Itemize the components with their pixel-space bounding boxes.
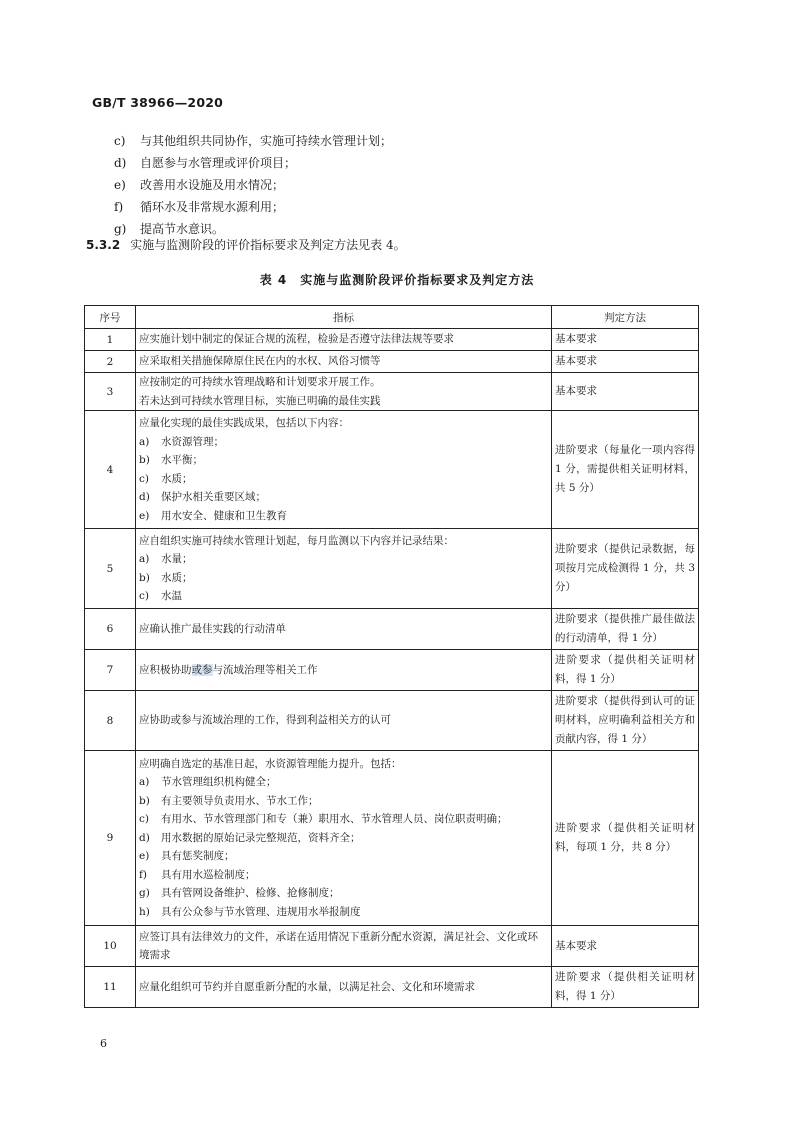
list-item-marker: g) (114, 222, 127, 236)
indicator-line: 应协助或参与流域治理的工作，得到利益相关方的认可 (139, 714, 391, 727)
subitem-text: 具有管网设备维护、检修、抢修制度； (161, 887, 340, 900)
list-item-marker: c) (114, 134, 126, 148)
row-method: 基本要求 (552, 329, 699, 351)
subitem-marker: f) (139, 868, 147, 881)
subitem-marker: b) (139, 571, 150, 584)
row-method: 进阶要求（提供相关证明材料，每项 1 分，共 8 分） (552, 751, 699, 926)
subitem-marker: d) (139, 831, 150, 844)
row-number: 2 (85, 351, 136, 373)
clause-text: 实施与监测阶段的评价指标要求及判定方法见表 4。 (130, 238, 406, 252)
subitem-text: 节水管理组织机构健全； (161, 776, 277, 789)
subitem-text: 具有用水巡检制度； (161, 868, 256, 881)
indicator-line: 应实施计划中制定的保证合规的流程，检验是否遵守法律法规等要求 (139, 333, 454, 346)
row-method: 基本要求 (552, 373, 699, 411)
list-item-text: 提高节水意识。 (140, 222, 225, 236)
indicator-subitem (139, 433, 548, 452)
list-item (114, 152, 714, 174)
indicator-line: 应签订具有法律效力的文件，承诺在适用情况下重新分配水资源，满足社会、文化或环境需求 (139, 930, 538, 961)
list-item-marker: f) (114, 200, 124, 214)
subitem-text: 水平衡； (161, 454, 203, 466)
list-item-marker: d) (114, 156, 127, 170)
list-item-marker: e) (114, 178, 126, 192)
indicator-subitem (139, 792, 548, 811)
row-indicator (136, 411, 552, 529)
subitem-text: 水量； (161, 553, 193, 565)
indicator-subitem (139, 866, 548, 885)
row-indicator (136, 329, 552, 351)
indicator-subitem (139, 810, 548, 829)
subitem-marker: b) (139, 454, 150, 466)
table-row (85, 373, 699, 411)
indicator-subitem (139, 829, 548, 848)
table-row (85, 751, 699, 926)
table-title: 表 4 实施与监测阶段评价指标要求及判定方法 (259, 273, 535, 287)
subitem-text: 水资源管理； (161, 435, 224, 448)
row-number: 11 (85, 967, 136, 1008)
header-indicator: 指标 (136, 306, 552, 329)
table-row (85, 529, 699, 609)
table-row (85, 926, 699, 967)
row-method: 进阶要求（提供相关证明材料，得 1 分） (552, 967, 699, 1008)
table-row (85, 967, 699, 1008)
subitem-text: 具有惩奖制度； (161, 850, 235, 863)
indicator-line (139, 661, 548, 680)
subitem-text: 具有公众参与节水管理、违规用水举报制度 (161, 905, 361, 918)
subitem-marker: a) (139, 776, 150, 789)
indicator-subitem (139, 569, 548, 588)
indicator-line: 应自组织实施可持续水管理计划起，每月监测以下内容并记录结果： (139, 534, 454, 547)
row-indicator (136, 529, 552, 609)
subitem-text: 水质； (161, 472, 193, 485)
list-item-text: 循环水及非常规水源利用； (140, 200, 285, 214)
table-header-row (85, 306, 699, 329)
row-method: 基本要求 (552, 926, 699, 967)
indicator-subitem (139, 550, 548, 569)
indicator-subitem (139, 773, 548, 792)
row-number: 4 (85, 411, 136, 529)
subitem-marker: h) (139, 905, 150, 918)
table-row (85, 691, 699, 751)
clause-number: 5.3.2 (86, 238, 121, 252)
subitem-marker: e) (139, 509, 150, 522)
row-number: 6 (85, 609, 136, 650)
row-number: 1 (85, 329, 136, 351)
list-item-text: 与其他组织共同协作，实施可持续水管理计划； (140, 134, 393, 148)
measure-list (114, 130, 714, 240)
subitem-marker: c) (139, 590, 149, 602)
indicator-text: 与流域治理等相关工作 (212, 663, 318, 676)
subitem-marker: c) (139, 813, 149, 826)
row-number: 10 (85, 926, 136, 967)
indicator-line: 应明确自选定的基准日起，水资源管理能力提升。包括： (139, 757, 402, 770)
row-number: 3 (85, 373, 136, 411)
list-item-text: 改善用水设施及用水情况； (140, 178, 285, 192)
subitem-marker: d) (139, 491, 150, 503)
row-indicator (136, 351, 552, 373)
row-number: 5 (85, 529, 136, 609)
page-number: 6 (100, 1037, 107, 1050)
subitem-marker: a) (139, 435, 150, 448)
indicator-line: 应量化实现的最佳实践成果，包括以下内容： (139, 417, 349, 429)
row-method: 进阶要求（提供记录数据，每项按月完成检测得 1 分，共 3 分） (552, 529, 699, 609)
table-row (85, 351, 699, 373)
subitem-text: 用水数据的原始记录完整规范，资料齐全； (161, 831, 361, 844)
indicator-subitem (139, 451, 548, 470)
row-method: 进阶要求（每量化一项内容得 1 分，需提供相关证明材料，共 5 分） (552, 411, 699, 529)
indicator-subitem (139, 507, 548, 526)
subitem-marker: e) (139, 850, 150, 863)
subitem-text: 水质； (161, 571, 193, 584)
row-indicator (136, 609, 552, 650)
indicator-subitem (139, 470, 548, 489)
indicator-subitem (139, 903, 548, 922)
subitem-text: 有主要领导负责用水、节水工作； (161, 794, 319, 807)
list-item (114, 130, 714, 152)
indicator-line: 应确认推广最佳实践的行动清单 (139, 622, 286, 635)
indicator-line: 应量化组织可节约并自愿重新分配的水量，以满足社会、文化和环境需求 (139, 980, 475, 993)
table-row (85, 609, 699, 650)
header-method: 判定方法 (552, 306, 699, 329)
row-number: 9 (85, 751, 136, 926)
clause-5-3-2 (86, 236, 406, 253)
list-item (114, 196, 714, 218)
row-method: 进阶要求（提供相关证明材料，得 1 分） (552, 650, 699, 691)
highlighted-text: 或参 (191, 663, 213, 676)
row-method: 进阶要求（提供得到认可的证明材料，应明确利益相关方和贡献内容，得 1 分） (552, 691, 699, 751)
row-number: 8 (85, 691, 136, 751)
row-indicator (136, 691, 552, 751)
table-row (85, 411, 699, 529)
row-indicator (136, 751, 552, 926)
subitem-text: 水温 (161, 590, 182, 602)
subitem-marker: g) (139, 887, 150, 900)
indicator-line: 若未达到可持续水管理目标，实施已明确的最佳实践 (139, 394, 381, 407)
indicator-line: 应采取相关措施保障原住民在内的水权、风俗习惯等 (139, 355, 381, 368)
indicator-subitem (139, 847, 548, 866)
indicator-subitem (139, 884, 548, 903)
subitem-marker: b) (139, 794, 150, 807)
list-item (114, 174, 714, 196)
row-indicator (136, 967, 552, 1008)
row-indicator (136, 926, 552, 967)
indicator-text: 应积极协助 (139, 663, 192, 676)
table-row (85, 329, 699, 351)
table-row (85, 650, 699, 691)
standard-code: GB/T 38966—2020 (92, 95, 224, 110)
subitem-text: 有用水、节水管理部门和专（兼）职用水、节水管理人员、岗位职责明确； (161, 813, 508, 826)
row-indicator (136, 650, 552, 691)
evaluation-table (84, 305, 699, 1008)
row-method: 进阶要求（提供推广最佳做法的行动清单，得 1 分） (552, 609, 699, 650)
indicator-subitem (139, 587, 548, 606)
indicator-subitem (139, 488, 548, 507)
header-no: 序号 (85, 306, 136, 329)
subitem-marker: c) (139, 472, 149, 485)
list-item-text: 自愿参与水管理或评价项目； (140, 156, 297, 170)
subitem-text: 保护水相关重要区域； (161, 491, 266, 503)
row-number: 7 (85, 650, 136, 691)
row-method: 基本要求 (552, 351, 699, 373)
subitem-text: 用水安全、健康和卫生教育 (161, 509, 287, 522)
subitem-marker: a) (139, 553, 150, 565)
row-indicator (136, 373, 552, 411)
indicator-line: 应按制定的可持续水管理战略和计划要求开展工作。 (139, 376, 381, 388)
